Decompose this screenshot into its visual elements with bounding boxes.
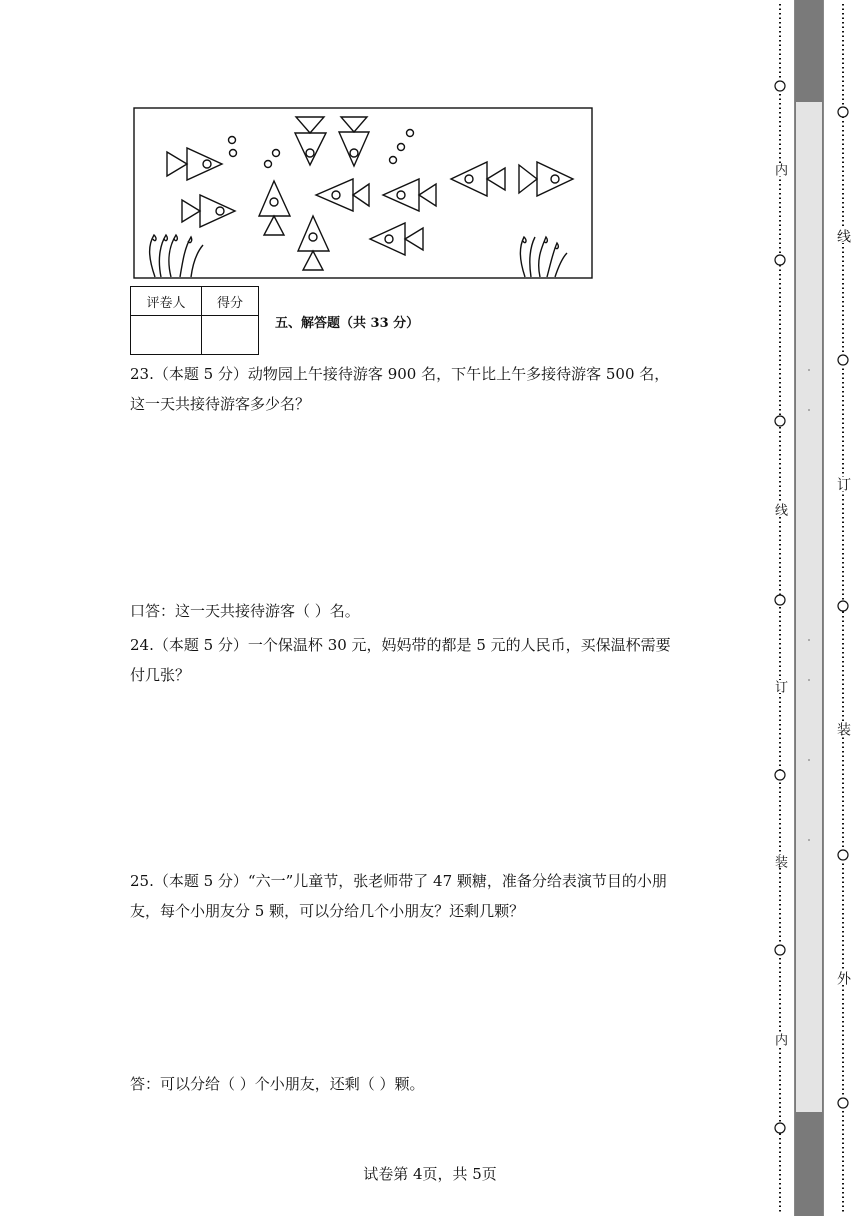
- question-text-line: 友，每个小朋友分 5 颗，可以分给几个小朋友？还剩几颗？: [130, 902, 525, 920]
- binding-label-outer-line: 线: [835, 229, 851, 243]
- answer-line-23: 口答：这一天共接待游客（ ）名。: [130, 602, 360, 620]
- binding-label-outer: 外: [835, 971, 851, 985]
- question-text-line: 24.（本题 5 分）一个保温杯 30 元，妈妈带的都是 5 元的人民币，买保温杯需要: [130, 636, 671, 654]
- question-text-line: 这一天共接待游客多少名？: [130, 395, 311, 413]
- binding-label-outer-staple: 装: [835, 722, 851, 736]
- score-header: 得分: [202, 287, 259, 316]
- fish-tank-figure: [133, 107, 593, 279]
- binding-label-inner: 内: [772, 1033, 787, 1046]
- question-24: [130, 630, 740, 690]
- question-text-line: 23.（本题 5 分）动物园上午接待游客 900 名，下午比上午多接待游客 500 名，: [130, 365, 670, 383]
- section-title: 五、解答题（共 33 分）: [275, 316, 420, 331]
- question-23: [130, 359, 740, 419]
- question-25: [130, 866, 740, 926]
- score-cell: [202, 316, 259, 355]
- grader-cell: [131, 316, 202, 355]
- binding-label-bind: 订: [772, 680, 787, 693]
- binding-label-line: 线: [772, 503, 787, 516]
- binding-label-staple: 装: [772, 855, 787, 868]
- binding-margin: [759, 0, 860, 1216]
- question-text-line: 25.（本题 5 分）“六一”儿童节，张老师带了 47 颗糖，准备分给表演节目的小朋: [130, 872, 667, 890]
- page-footer: 试卷第 4页，共 5页: [363, 1165, 497, 1183]
- binding-label-inner: 内: [772, 163, 787, 176]
- grader-header: 评卷人: [131, 287, 202, 316]
- question-text-line: 付几张？: [130, 666, 191, 684]
- binding-label-outer-bind: 订: [835, 477, 851, 491]
- score-table: [130, 286, 259, 355]
- answer-line-25: 答：可以分给（ ）个小朋友，还剩（ ）颗。: [130, 1075, 425, 1093]
